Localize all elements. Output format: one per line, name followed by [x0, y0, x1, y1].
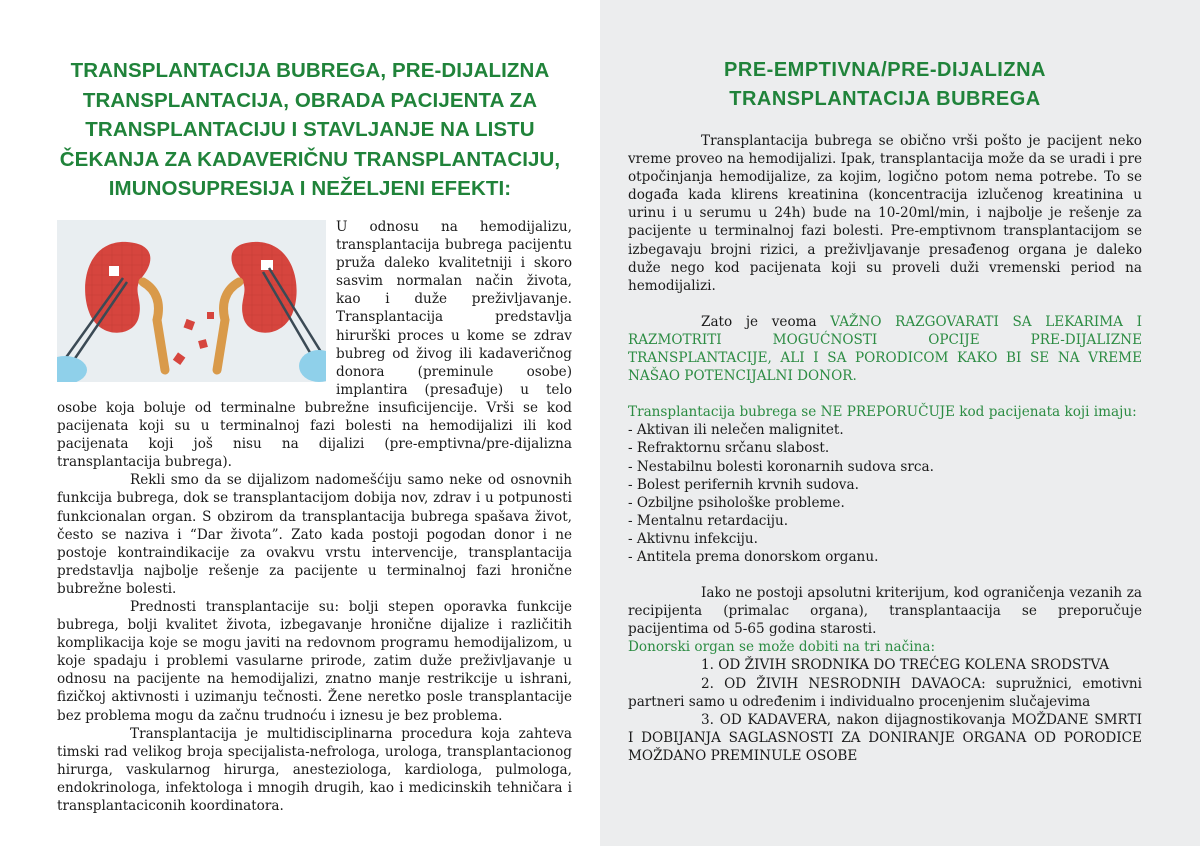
list-item: - Aktivan ili nelečen malignitet.	[628, 422, 844, 439]
donor-heading: Donorski organ se može dobiti na tri načina:	[628, 639, 936, 656]
right-body	[628, 132, 1142, 765]
advice-prefix: Zato je veoma	[701, 313, 831, 330]
left-paragraph-4: Transplantacija je multidisciplinarna procedura koja zahteva timski rad velikog broja specijalista-nefrologa, urologa, transplantacionog hirurga, vaskularnog hirurga, anesteziologa, kardiologa, pulmologa, endokrinologa, infektologa i mnogih drugih, kao i medicinskih tehničara i transplantaciconih koordinatora.	[57, 725, 572, 814]
kidney-puzzle-illustration	[57, 220, 326, 382]
list-item: - Nestabilnu bolesti koronarnih sudova srca.	[628, 458, 934, 475]
left-paragraph-3: Prednosti transplantacije su: bolji stepen oporavka funkcije bubrega, bolji kvalitet života, izbegavanje hronične dijalize i različitih komplikacija koje se mogu javiti na redovnom programu hemodijalizom, u koje spadaju i problemi vasularne prirode, zatim duže preživljavanje u odnosu na pacijente na hemodijalizi, znatno manje restrikcije u ishrani, fizičkoj aktivnosti i uzimanju tečnosti. Žene neretko posle transplantacije bez problema mogu da začnu trudnoću i iznesu je bez problema.	[57, 598, 572, 724]
left-body	[57, 218, 572, 815]
list-item: - Bolest perifernih krvnih sudova.	[628, 476, 859, 493]
donor-option: 2. OD ŽIVIH NESRODNIH DAVAOCA: supružnici, emotivni partneri samo u određenim i individualno procenjenim slučajevima	[628, 675, 1142, 710]
list-item: - Ozbiljne psihološke probleme.	[628, 494, 845, 511]
right-intro-paragraph: Transplantacija bubrega se obično vrši pošto je pacijent neko vreme proveo na hemodijalizi. Ipak, transplantacija može da se uradi i pre otpočinjanja hemodijalize, za kojim, logično potom nema potrebe. To se događa kada klirens kreatinina (koncentracija izlučenog kreatinina u urinu i u serumu u 24h) bude na 10-20ml/min, i najbolje je rešenje za pacijente u terminalnoj fazi bolesti. Pre-emptivnom transplantacijom se izbegavaju brojni rizici, a preživljavanje presađenog organa je daleko duže nego kod pacijenata koji su proveli duži vremenski period na hemodijalizi.	[628, 133, 1142, 294]
not-recommended-heading: Transplantacija bubrega se NE PREPORUČUJE kod pacijenata koji imaju:	[628, 404, 1137, 421]
list-item: - Aktivnu infekciju.	[628, 530, 758, 547]
left-paragraph-2: Rekli smo da se dijalizom nadomešćiju samo neke od osnovnih funkcija bubrega, dok se transplantacijom dobija nov, zdrav i u potpunosti funkcionalan organ. S obzirom da transplantacija bubrega spašava život, često se naziva i “Dar života”. Zato kada postoji pogodan donor i ne postoje kontraindikacije za ovakvu vrstu intervencije, transplantacija predstavlja najbolje rešenje za pacijente u terminalnoj fazi hronične bubrežne bolesti.	[57, 472, 572, 597]
list-item: - Mentalnu retardaciju.	[628, 512, 789, 529]
donor-option: 3. OD KADAVERA, nakon dijagnostikovanja MOŽDANE SMRTI I DOBIJANJA SAGLASNOSTI ZA DONIRANJE ORGANA OD PORODICE MOŽDANO PREMINULE OSOBE	[628, 711, 1142, 764]
left-page-title: TRANSPLANTACIJA BUBREGA, PRE-DIJALIZNA TRANSPLANTACIJA, OBRADA PACIJENTA ZA TRANSPLANTACIJU I STAVLJANJE NA LISTU ČEKANJA ZA KADAVERIČNU TRANSPLANTACIJU, IMUNOSUPRESIJA I NEŽELJENI EFEKTI:	[59, 59, 561, 200]
age-criteria-paragraph: Iako ne postoji apsolutni kriterijum, kod ograničenja vezanih za recipijenta (primalac organa), transplantaacija se preporučuje pacijentima od 5-65 godina starosti.	[628, 585, 1142, 638]
advice-highlight: VAŽNO RAZGOVARATI SA LEKARIMA I RAZMOTRITI MOGUĆNOSTI OPCIJE PRE-DIJALIZNE TRANSPLANTACIJE, ALI I SA PORODICOM KAKO BI SE NA VREME NAŠAO POTENCIJALNI DONOR.	[628, 313, 1142, 385]
right-advice-paragraph	[628, 313, 1142, 385]
contraindication-list	[628, 421, 1142, 566]
list-item: - Antitela prema donorskom organu.	[628, 548, 879, 565]
donor-option: 1. OD ŽIVIH SRODNIKA DO TREĆEG KOLENA SRODSTVA	[701, 657, 1110, 674]
list-item: - Refraktornu srčanu slabost.	[628, 440, 830, 457]
right-page-title: PRE-EMPTIVNA/PRE-DIJALIZNA TRANSPLANTACIJA BUBREGA	[724, 59, 1046, 110]
left-paragraph-1: U odnosu na hemodijalizu, transplantacija bubrega pacijentu pruža daleko kvalitetniji i skoro sasvim normalan način života, kao i duže preživljavanje. Transplantacija predstavlja hirurški proces u kome se zdrav bubreg od živog ili kadaveričnog donora (preminule osobe) implantira (presađuje) u telo osobe koja boluje od terminalne bubrežne insuficijencije. Vrši se kod pacijenata koji su u terminalnoj fazi bolesti na hemodijalizi ili kod pacijenata koji još nisu na dijalizi (pre-emptivna/pre-dijalizna transplantacija bubrega).	[57, 219, 572, 471]
